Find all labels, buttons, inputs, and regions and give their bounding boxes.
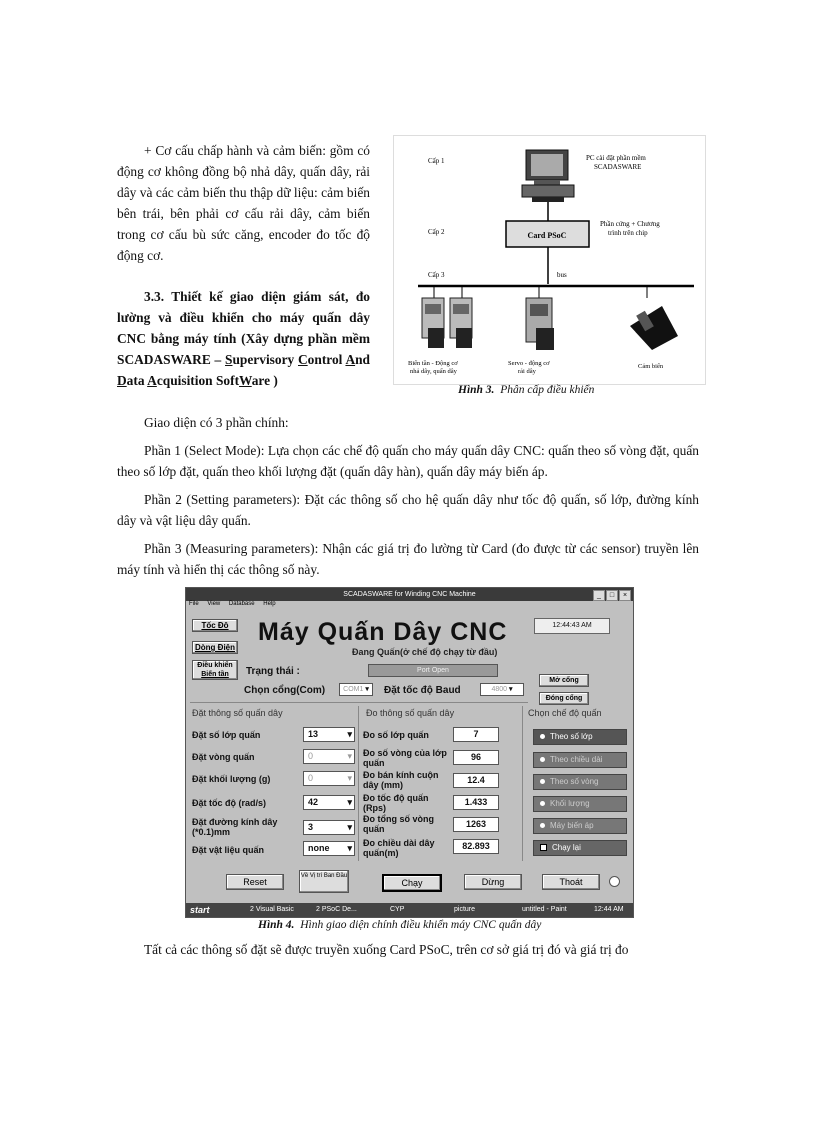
measure-label-turns-layer: Đo số vòng của lớp quấn	[363, 748, 447, 768]
menu-database[interactable]: Database	[228, 601, 255, 607]
figure-3-caption-text: Phân cấp điều khiển	[500, 384, 595, 396]
taskbar	[186, 903, 633, 917]
start-button[interactable]: start	[190, 905, 210, 915]
mode-by-turns[interactable]	[533, 774, 627, 790]
taskbar-clock: 12:44 AM	[594, 906, 624, 913]
window-titlebar: SCADASWARE for Winding CNC Machine	[186, 588, 633, 601]
hw-label-1: Phần cứng + Chương	[600, 220, 660, 228]
measure-label-layers: Đo số lớp quấn	[363, 730, 429, 740]
home-position-button[interactable]: Về Vị trí Ban Đầu	[299, 870, 349, 893]
mode-header: Chọn chế độ quấn	[528, 708, 602, 718]
setting-input-mass[interactable]: 0 ▾	[303, 771, 355, 786]
sensor-label: Cảm biến	[638, 363, 664, 370]
setting-value-diameter: 3	[308, 822, 314, 832]
checkbox-icon	[540, 844, 547, 851]
heading-a-rest: nd	[355, 352, 371, 367]
heading-d-rest: ata	[126, 373, 148, 388]
level-1-label: Cấp 1	[428, 157, 445, 165]
setting-value-material: none	[308, 843, 330, 853]
measure-value-speed: 1.433	[453, 795, 499, 810]
status-field: Port Open	[368, 664, 498, 677]
pc-label-1: PC cài đặt phần mềm	[586, 154, 646, 162]
port-label: Chọn cổng(Com)	[244, 685, 326, 696]
body-paragraph-4: Phần 3 (Measuring parameters): Nhận các giá trị đo lường từ Card (đo được từ các sensor) truyền lên máy tính và hiển thị các thông số này.	[117, 541, 699, 577]
hierarchy-svg	[394, 136, 705, 384]
inverter-icon	[422, 298, 472, 348]
figure-3-caption	[458, 384, 594, 396]
heading-a2-rest: cquisition	[156, 373, 216, 388]
hw-label-2: trình trên chip	[608, 229, 648, 237]
setting-input-speed[interactable]: 42 ▾	[303, 795, 355, 810]
figure-4-caption-num: Hình 4.	[258, 919, 295, 931]
radio-icon	[540, 823, 545, 828]
heading-c: C	[298, 352, 308, 367]
inverter-label-1: Biến tần - Động cơ	[408, 360, 458, 367]
measure-label-radius: Đo bán kính cuộn dây (mm)	[363, 770, 439, 790]
reset-button[interactable]: Reset	[226, 874, 284, 890]
setting-label-diameter: Đặt đường kính dây (*0.1)mm	[192, 817, 278, 837]
setting-input-material[interactable]: none ▾	[303, 841, 355, 856]
menu-help[interactable]: Help	[263, 601, 276, 607]
pc-icon	[522, 150, 574, 202]
servo-icon	[526, 298, 554, 350]
run-button[interactable]: Chạy	[382, 874, 442, 892]
setting-label-speed: Đặt tốc độ (rad/s)	[192, 798, 267, 808]
heading-a2: A	[147, 373, 157, 388]
taskbar-item-vb[interactable]: 2 Visual Basic	[250, 906, 294, 913]
indicator-icon	[609, 876, 620, 887]
heading-c-rest: ontrol	[307, 352, 346, 367]
inverter-label-2: nhả dây, quấn dây	[410, 368, 457, 375]
port-select[interactable]: COM1 ▾	[339, 683, 373, 696]
mode-label-turns: Theo số vòng	[550, 777, 599, 786]
mode-by-layers[interactable]	[533, 729, 627, 745]
bientan-label: Biến tần	[201, 671, 229, 678]
close-icon[interactable]: ×	[619, 590, 631, 601]
heading-prefix: 3.3. Thiết kế giao diện giám sát, đo lường và điều khiển cho máy quấn dây CNC bằng máy tính (Xây dựng phần mềm SCADASWARE –	[117, 289, 370, 367]
taskbar-item-paint[interactable]: untitled - Paint	[522, 906, 567, 913]
taskbar-item-psoc[interactable]: 2 PSoC De...	[316, 906, 357, 913]
heading-suffix: )	[270, 373, 278, 388]
maximize-button[interactable]: □	[606, 590, 618, 601]
setting-input-diameter[interactable]: 3 ▾	[303, 820, 355, 835]
close-port-button[interactable]: Đóng cổng	[539, 692, 589, 705]
mode-label-restart: Chạy lại	[552, 843, 581, 852]
menu-file[interactable]: File	[189, 601, 199, 607]
exit-button[interactable]: Thoát	[542, 874, 600, 890]
measure-value-layers: 7	[453, 727, 499, 742]
mode-label-mass: Khối lượng	[550, 799, 590, 808]
intro-paragraph	[117, 140, 370, 266]
heading-w: W	[239, 373, 252, 388]
figure-3-caption-num: Hình 3.	[458, 384, 495, 396]
bus-label: bus	[557, 271, 567, 279]
measure-label-length: Đo chiều dài dây quấn(m)	[363, 838, 435, 858]
dongdien-button[interactable]: Dòng Điện	[192, 641, 238, 654]
app-title: Máy Quấn Dây CNC	[258, 618, 508, 646]
tocdo-button[interactable]: Tốc Đô	[192, 619, 238, 632]
body-paragraph-2: Phần 1 (Select Mode): Lựa chọn các chế độ quấn cho máy quấn dây CNC: quấn theo số vòng đặt, quấn theo số lớp đặt, quấn theo khối lượng đặt (quấn dây hàn), quấn dây máy biến áp.	[117, 443, 699, 479]
mode-transformer[interactable]	[533, 818, 627, 834]
figure-3-diagram	[393, 135, 706, 385]
body-paragraph-1: Giao diện có 3 phần chính:	[144, 415, 289, 430]
measure-value-length: 82.893	[453, 839, 499, 854]
mode-restart[interactable]	[533, 840, 627, 856]
intro-text: + Cơ cấu chấp hành và cảm biến: gồm có động cơ không đồng bộ nhả dây, quấn dây, rải dây và các cảm biến thu thập dữ liệu: cảm biến bên trái, bên phải cơ cấu rải dây, cảm biến trong cơ cấu bù sức căng, encoder đo tốc độ động cơ.	[117, 143, 370, 263]
servo-label-2: rải dây	[518, 368, 536, 375]
mode-label-length: Theo chiều dài	[550, 755, 603, 764]
heading-s-rest: upervisory	[232, 352, 298, 367]
measure-label-total: Đo tổng số vòng quấn	[363, 814, 434, 834]
heading-s: S	[225, 352, 233, 367]
servo-label-1: Servo - động cơ	[508, 360, 550, 367]
setting-value-turns: 0	[308, 751, 314, 761]
radio-icon	[540, 757, 545, 762]
body-paragraph-3: Phần 2 (Setting parameters): Đặt các thông số cho hệ quấn dây như tốc độ quấn, số lớp, đường kính dây và vật liệu dây quấn.	[117, 492, 699, 528]
dieukhien-bientan-button[interactable]	[192, 660, 238, 680]
mode-by-length[interactable]	[533, 752, 627, 768]
card-psoc-label: Card PSoC	[527, 231, 567, 240]
minimize-button[interactable]: _	[593, 590, 605, 601]
radio-icon	[540, 801, 545, 806]
measure-label-speed: Đo tốc độ quấn (Rps)	[363, 793, 429, 813]
heading-w-rest: are	[251, 373, 271, 388]
baud-value: 4800	[491, 686, 508, 693]
radio-icon	[540, 779, 545, 784]
heading-d: D	[117, 373, 127, 388]
level-3-label: Cấp 3	[428, 271, 445, 279]
setting-input-layers[interactable]: 13 ▾	[303, 727, 355, 742]
figure-4-screenshot	[185, 587, 634, 918]
heading-soft: Soft	[215, 373, 240, 388]
setting-label-mass: Đặt khối lượng (g)	[192, 774, 271, 784]
sensor-icon	[630, 306, 678, 350]
mode-label-transformer: Máy biến áp	[550, 821, 594, 830]
mode-by-mass[interactable]	[533, 796, 627, 812]
stop-button[interactable]: Dừng	[464, 874, 522, 890]
open-port-button[interactable]: Mở cổng	[539, 674, 589, 687]
pc-label-2: SCADASWARE	[594, 163, 642, 171]
setting-label-turns: Đặt vòng quấn	[192, 752, 255, 762]
menu-bar	[186, 601, 633, 610]
body-paragraph-5: Tất cả các thông số đặt sẽ được truyền xuống Card PSoC, trên cơ sở giá trị đó và giá trị đo	[144, 942, 629, 957]
dieukhien-label: Điều khiển	[197, 662, 233, 669]
level-2-label: Cấp 2	[428, 228, 445, 236]
port-value: COM1	[343, 686, 364, 693]
figure-4-caption-text: Hình giao diện chính điều khiển máy CNC quấn dây	[300, 919, 542, 931]
radio-icon	[540, 734, 545, 739]
setting-input-turns[interactable]: 0 ▾	[303, 749, 355, 764]
figure-4-caption	[258, 919, 541, 931]
running-status: Đang Quấn(ở chế độ chạy từ đầu)	[352, 647, 498, 657]
measure-value-radius: 12.4	[453, 773, 499, 788]
section-heading	[117, 286, 370, 391]
measure-value-total: 1263	[453, 817, 499, 832]
baud-label: Đặt tốc độ Baud	[384, 685, 461, 696]
taskbar-item-picture[interactable]: picture	[454, 906, 476, 913]
setting-value-layers: 13	[308, 729, 319, 739]
mode-label-layers: Theo số lớp	[550, 732, 593, 741]
setting-header: Đặt thông số quấn dây	[192, 708, 283, 718]
baud-select[interactable]: 4800 ▾	[480, 683, 524, 696]
clock-display: 12:44:43 AM	[534, 618, 610, 634]
menu-view[interactable]: View	[207, 601, 221, 607]
taskbar-item-cyp[interactable]: CYP	[390, 906, 405, 913]
setting-label-layers: Đặt số lớp quấn	[192, 730, 261, 740]
measure-header: Đo thông số quấn dây	[366, 708, 455, 718]
setting-value-speed: 42	[308, 797, 319, 807]
heading-a: A	[345, 352, 356, 367]
setting-value-mass: 0	[308, 773, 314, 783]
measure-value-turns-layer: 96	[453, 750, 499, 765]
setting-label-material: Đặt vật liệu quấn	[192, 845, 265, 855]
status-label: Trạng thái :	[246, 666, 300, 677]
